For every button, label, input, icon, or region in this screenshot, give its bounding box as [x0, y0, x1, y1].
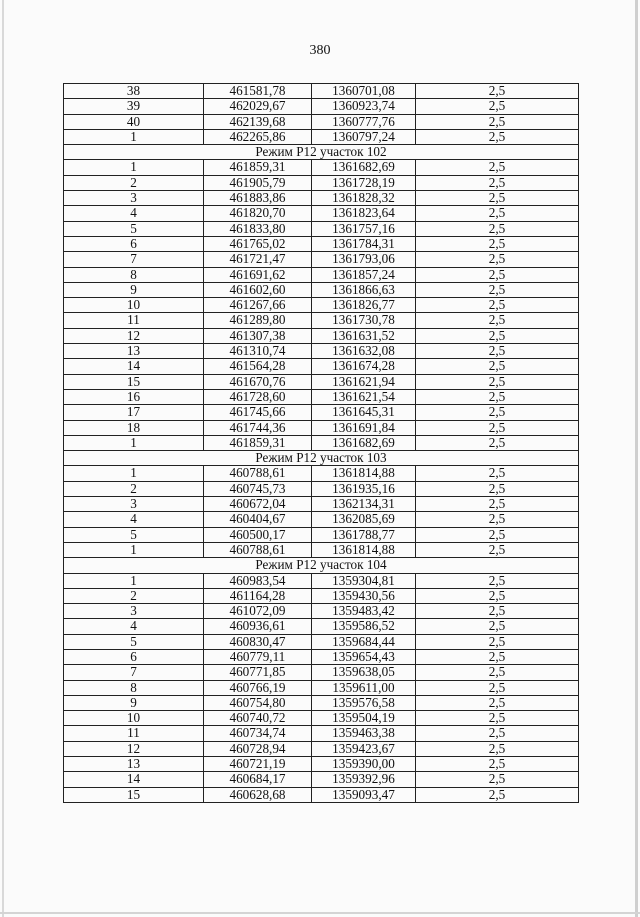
- y-coordinate-cell: 1361621,54: [312, 389, 416, 404]
- accuracy-cell: 2,5: [416, 619, 579, 634]
- point-number-cell: 2: [64, 175, 204, 190]
- point-number-cell: 13: [64, 757, 204, 772]
- accuracy-cell: 2,5: [416, 757, 579, 772]
- accuracy-cell: 2,5: [416, 282, 579, 297]
- accuracy-cell: 2,5: [416, 252, 579, 267]
- section-header-row: [64, 145, 579, 160]
- table-row: [64, 665, 579, 680]
- y-coordinate-cell: 1362085,69: [312, 512, 416, 527]
- accuracy-cell: 2,5: [416, 634, 579, 649]
- accuracy-cell: 2,5: [416, 711, 579, 726]
- section-header-row: [64, 558, 579, 573]
- x-coordinate-cell: 460745,73: [204, 481, 312, 496]
- x-coordinate-cell: 461310,74: [204, 344, 312, 359]
- point-number-cell: 13: [64, 344, 204, 359]
- x-coordinate-cell: 460728,94: [204, 741, 312, 756]
- y-coordinate-cell: 1362134,31: [312, 497, 416, 512]
- table-row: [64, 481, 579, 496]
- x-coordinate-cell: 460936,61: [204, 619, 312, 634]
- y-coordinate-cell: 1359463,38: [312, 726, 416, 741]
- x-coordinate-cell: 461859,31: [204, 160, 312, 175]
- table-row: [64, 328, 579, 343]
- point-number-cell: 4: [64, 619, 204, 634]
- table-row: [64, 649, 579, 664]
- accuracy-cell: 2,5: [416, 512, 579, 527]
- point-number-cell: 15: [64, 787, 204, 802]
- point-number-cell: 4: [64, 206, 204, 221]
- point-number-cell: 12: [64, 328, 204, 343]
- point-number-cell: 10: [64, 298, 204, 313]
- table-row: [64, 359, 579, 374]
- point-number-cell: 1: [64, 573, 204, 588]
- x-coordinate-cell: 461267,66: [204, 298, 312, 313]
- accuracy-cell: 2,5: [416, 160, 579, 175]
- page-number: 380: [309, 43, 331, 58]
- point-number-cell: 16: [64, 389, 204, 404]
- y-coordinate-cell: 1359504,19: [312, 711, 416, 726]
- y-coordinate-cell: 1361691,84: [312, 420, 416, 435]
- section-title: Режим Р12 участок 103: [64, 451, 579, 466]
- x-coordinate-cell: 462029,67: [204, 99, 312, 114]
- accuracy-cell: 2,5: [416, 236, 579, 251]
- y-coordinate-cell: 1361631,52: [312, 328, 416, 343]
- y-coordinate-cell: 1359576,58: [312, 695, 416, 710]
- point-number-cell: 10: [64, 711, 204, 726]
- x-coordinate-cell: 460830,47: [204, 634, 312, 649]
- table-row: [64, 573, 579, 588]
- point-number-cell: 17: [64, 405, 204, 420]
- table-row: [64, 282, 579, 297]
- y-coordinate-cell: 1361857,24: [312, 267, 416, 282]
- accuracy-cell: 2,5: [416, 481, 579, 496]
- x-coordinate-cell: 460672,04: [204, 497, 312, 512]
- x-coordinate-cell: 461859,31: [204, 435, 312, 450]
- x-coordinate-cell: 461564,28: [204, 359, 312, 374]
- coordinates-table-container: [63, 83, 578, 803]
- accuracy-cell: 2,5: [416, 497, 579, 512]
- accuracy-cell: 2,5: [416, 420, 579, 435]
- table-row: [64, 160, 579, 175]
- x-coordinate-cell: 460404,67: [204, 512, 312, 527]
- x-coordinate-cell: 461744,36: [204, 420, 312, 435]
- x-coordinate-cell: 461289,80: [204, 313, 312, 328]
- accuracy-cell: 2,5: [416, 435, 579, 450]
- point-number-cell: 6: [64, 236, 204, 251]
- accuracy-cell: 2,5: [416, 787, 579, 802]
- scan-edge-left: [2, 0, 4, 917]
- table-row: [64, 374, 579, 389]
- y-coordinate-cell: 1361632,08: [312, 344, 416, 359]
- x-coordinate-cell: 461728,60: [204, 389, 312, 404]
- accuracy-cell: 2,5: [416, 466, 579, 481]
- table-row: [64, 252, 579, 267]
- y-coordinate-cell: 1361823,64: [312, 206, 416, 221]
- table-row: [64, 726, 579, 741]
- accuracy-cell: 2,5: [416, 527, 579, 542]
- point-number-cell: 1: [64, 435, 204, 450]
- point-number-cell: 39: [64, 99, 204, 114]
- accuracy-cell: 2,5: [416, 695, 579, 710]
- x-coordinate-cell: 461721,47: [204, 252, 312, 267]
- point-number-cell: 1: [64, 466, 204, 481]
- accuracy-cell: 2,5: [416, 206, 579, 221]
- point-number-cell: 5: [64, 221, 204, 236]
- section-title: Режим Р12 участок 104: [64, 558, 579, 573]
- accuracy-cell: 2,5: [416, 298, 579, 313]
- x-coordinate-cell: 461820,70: [204, 206, 312, 221]
- x-coordinate-cell: 461072,09: [204, 604, 312, 619]
- y-coordinate-cell: 1361682,69: [312, 435, 416, 450]
- table-row: [64, 298, 579, 313]
- y-coordinate-cell: 1361674,28: [312, 359, 416, 374]
- y-coordinate-cell: 1359304,81: [312, 573, 416, 588]
- point-number-cell: 7: [64, 665, 204, 680]
- y-coordinate-cell: 1361793,06: [312, 252, 416, 267]
- table-row: [64, 787, 579, 802]
- section-title: Режим Р12 участок 102: [64, 145, 579, 160]
- x-coordinate-cell: 460754,80: [204, 695, 312, 710]
- table-row: [64, 772, 579, 787]
- point-number-cell: 5: [64, 527, 204, 542]
- point-number-cell: 9: [64, 695, 204, 710]
- point-number-cell: 14: [64, 772, 204, 787]
- x-coordinate-cell: 460628,68: [204, 787, 312, 802]
- table-row: [64, 175, 579, 190]
- point-number-cell: 7: [64, 252, 204, 267]
- x-coordinate-cell: 461833,80: [204, 221, 312, 236]
- accuracy-cell: 2,5: [416, 191, 579, 206]
- table-row: [64, 542, 579, 557]
- accuracy-cell: 2,5: [416, 84, 579, 99]
- accuracy-cell: 2,5: [416, 99, 579, 114]
- x-coordinate-cell: 460740,72: [204, 711, 312, 726]
- point-number-cell: 3: [64, 497, 204, 512]
- accuracy-cell: 2,5: [416, 129, 579, 144]
- point-number-cell: 3: [64, 604, 204, 619]
- table-row: [64, 221, 579, 236]
- y-coordinate-cell: 1361788,77: [312, 527, 416, 542]
- point-number-cell: 15: [64, 374, 204, 389]
- accuracy-cell: 2,5: [416, 313, 579, 328]
- table-row: [64, 634, 579, 649]
- x-coordinate-cell: 460788,61: [204, 466, 312, 481]
- x-coordinate-cell: 461164,28: [204, 588, 312, 603]
- scan-edge-bottom: [0, 912, 640, 914]
- x-coordinate-cell: 460721,19: [204, 757, 312, 772]
- coordinates-table-body: [64, 84, 579, 803]
- accuracy-cell: 2,5: [416, 344, 579, 359]
- accuracy-cell: 2,5: [416, 114, 579, 129]
- y-coordinate-cell: 1361814,88: [312, 542, 416, 557]
- y-coordinate-cell: 1361757,16: [312, 221, 416, 236]
- x-coordinate-cell: 460983,54: [204, 573, 312, 588]
- accuracy-cell: 2,5: [416, 389, 579, 404]
- x-coordinate-cell: 461691,62: [204, 267, 312, 282]
- table-row: [64, 527, 579, 542]
- x-coordinate-cell: 460500,17: [204, 527, 312, 542]
- accuracy-cell: 2,5: [416, 680, 579, 695]
- point-number-cell: 1: [64, 542, 204, 557]
- y-coordinate-cell: 1361814,88: [312, 466, 416, 481]
- accuracy-cell: 2,5: [416, 175, 579, 190]
- accuracy-cell: 2,5: [416, 604, 579, 619]
- point-number-cell: 14: [64, 359, 204, 374]
- point-number-cell: 11: [64, 726, 204, 741]
- y-coordinate-cell: 1361682,69: [312, 160, 416, 175]
- coordinates-table: [63, 83, 579, 803]
- y-coordinate-cell: 1360923,74: [312, 99, 416, 114]
- accuracy-cell: 2,5: [416, 588, 579, 603]
- table-row: [64, 512, 579, 527]
- accuracy-cell: 2,5: [416, 405, 579, 420]
- table-row: [64, 129, 579, 144]
- y-coordinate-cell: 1361784,31: [312, 236, 416, 251]
- accuracy-cell: 2,5: [416, 649, 579, 664]
- y-coordinate-cell: 1359392,96: [312, 772, 416, 787]
- point-number-cell: 12: [64, 741, 204, 756]
- accuracy-cell: 2,5: [416, 772, 579, 787]
- accuracy-cell: 2,5: [416, 221, 579, 236]
- x-coordinate-cell: 461307,38: [204, 328, 312, 343]
- x-coordinate-cell: 461745,66: [204, 405, 312, 420]
- table-row: [64, 267, 579, 282]
- table-row: [64, 84, 579, 99]
- y-coordinate-cell: 1359586,52: [312, 619, 416, 634]
- table-row: [64, 711, 579, 726]
- point-number-cell: 11: [64, 313, 204, 328]
- x-coordinate-cell: 461765,02: [204, 236, 312, 251]
- y-coordinate-cell: 1359611,00: [312, 680, 416, 695]
- table-row: [64, 757, 579, 772]
- y-coordinate-cell: 1360777,76: [312, 114, 416, 129]
- section-header-row: [64, 451, 579, 466]
- x-coordinate-cell: 460779,11: [204, 649, 312, 664]
- table-row: [64, 604, 579, 619]
- table-row: [64, 741, 579, 756]
- point-number-cell: 18: [64, 420, 204, 435]
- y-coordinate-cell: 1359093,47: [312, 787, 416, 802]
- y-coordinate-cell: 1359684,44: [312, 634, 416, 649]
- point-number-cell: 9: [64, 282, 204, 297]
- y-coordinate-cell: 1360701,08: [312, 84, 416, 99]
- table-row: [64, 619, 579, 634]
- y-coordinate-cell: 1359483,42: [312, 604, 416, 619]
- table-row: [64, 344, 579, 359]
- table-row: [64, 680, 579, 695]
- x-coordinate-cell: 461602,60: [204, 282, 312, 297]
- table-row: [64, 313, 579, 328]
- y-coordinate-cell: 1361935,16: [312, 481, 416, 496]
- table-row: [64, 99, 579, 114]
- y-coordinate-cell: 1361866,63: [312, 282, 416, 297]
- accuracy-cell: 2,5: [416, 328, 579, 343]
- y-coordinate-cell: 1361621,94: [312, 374, 416, 389]
- accuracy-cell: 2,5: [416, 267, 579, 282]
- y-coordinate-cell: 1361728,19: [312, 175, 416, 190]
- scan-edge-right: [635, 0, 638, 917]
- y-coordinate-cell: 1361828,32: [312, 191, 416, 206]
- y-coordinate-cell: 1360797,24: [312, 129, 416, 144]
- accuracy-cell: 2,5: [416, 665, 579, 680]
- x-coordinate-cell: 460771,85: [204, 665, 312, 680]
- x-coordinate-cell: 462139,68: [204, 114, 312, 129]
- x-coordinate-cell: 461581,78: [204, 84, 312, 99]
- table-row: [64, 695, 579, 710]
- table-row: [64, 114, 579, 129]
- y-coordinate-cell: 1359423,67: [312, 741, 416, 756]
- table-row: [64, 389, 579, 404]
- point-number-cell: 3: [64, 191, 204, 206]
- table-row: [64, 191, 579, 206]
- point-number-cell: 1: [64, 129, 204, 144]
- table-row: [64, 405, 579, 420]
- y-coordinate-cell: 1361645,31: [312, 405, 416, 420]
- table-row: [64, 206, 579, 221]
- point-number-cell: 1: [64, 160, 204, 175]
- accuracy-cell: 2,5: [416, 741, 579, 756]
- y-coordinate-cell: 1359390,00: [312, 757, 416, 772]
- x-coordinate-cell: 461670,76: [204, 374, 312, 389]
- y-coordinate-cell: 1359638,05: [312, 665, 416, 680]
- accuracy-cell: 2,5: [416, 374, 579, 389]
- point-number-cell: 8: [64, 267, 204, 282]
- x-coordinate-cell: 460766,19: [204, 680, 312, 695]
- table-row: [64, 420, 579, 435]
- accuracy-cell: 2,5: [416, 573, 579, 588]
- accuracy-cell: 2,5: [416, 359, 579, 374]
- y-coordinate-cell: 1359430,56: [312, 588, 416, 603]
- x-coordinate-cell: 461883,86: [204, 191, 312, 206]
- y-coordinate-cell: 1359654,43: [312, 649, 416, 664]
- x-coordinate-cell: 460788,61: [204, 542, 312, 557]
- x-coordinate-cell: 462265,86: [204, 129, 312, 144]
- point-number-cell: 2: [64, 588, 204, 603]
- point-number-cell: 5: [64, 634, 204, 649]
- point-number-cell: 6: [64, 649, 204, 664]
- accuracy-cell: 2,5: [416, 726, 579, 741]
- table-row: [64, 466, 579, 481]
- x-coordinate-cell: 460734,74: [204, 726, 312, 741]
- table-row: [64, 497, 579, 512]
- y-coordinate-cell: 1361730,78: [312, 313, 416, 328]
- x-coordinate-cell: 460684,17: [204, 772, 312, 787]
- x-coordinate-cell: 461905,79: [204, 175, 312, 190]
- table-row: [64, 588, 579, 603]
- point-number-cell: 40: [64, 114, 204, 129]
- table-row: [64, 236, 579, 251]
- table-row: [64, 435, 579, 450]
- point-number-cell: 2: [64, 481, 204, 496]
- accuracy-cell: 2,5: [416, 542, 579, 557]
- y-coordinate-cell: 1361826,77: [312, 298, 416, 313]
- point-number-cell: 4: [64, 512, 204, 527]
- point-number-cell: 8: [64, 680, 204, 695]
- point-number-cell: 38: [64, 84, 204, 99]
